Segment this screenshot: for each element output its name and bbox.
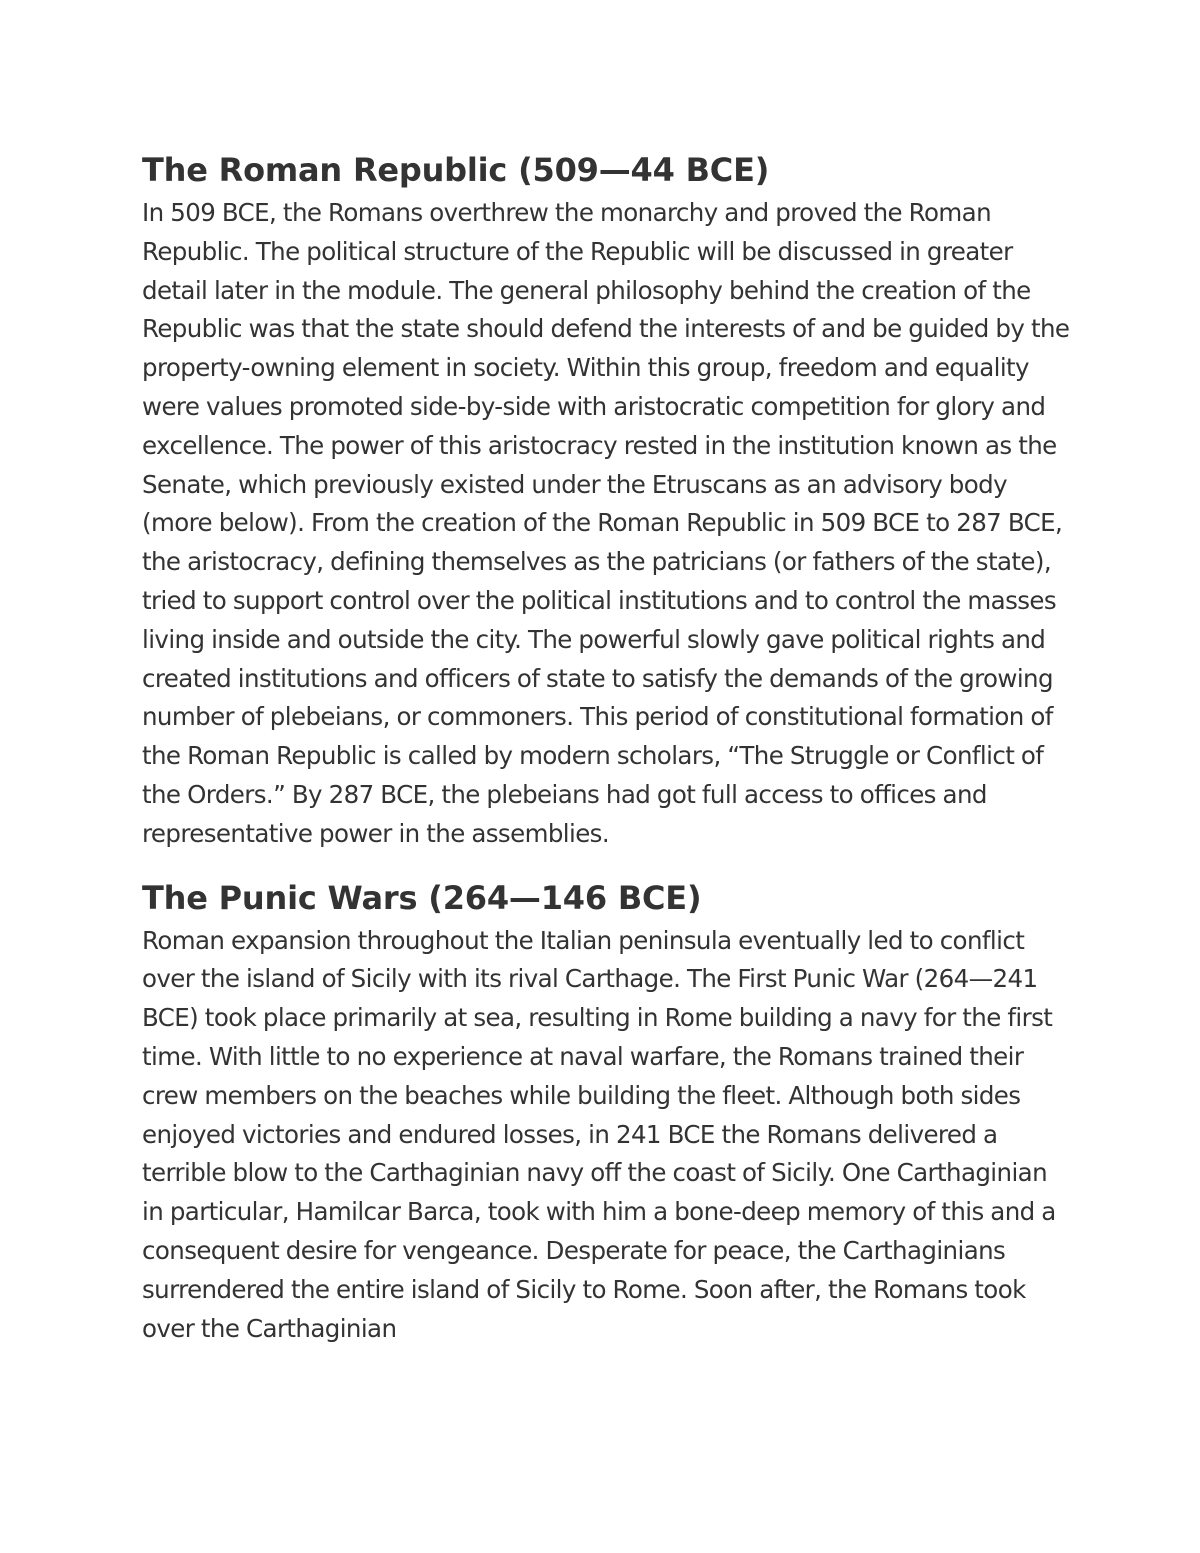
section-heading: The Punic Wars (264—146 BCE) bbox=[142, 878, 702, 917]
section-heading: The Roman Republic (509—44 BCE) bbox=[142, 151, 770, 189]
section-paragraph: In 509 BCE, the Romans overthrew the monarchy and proved the Roman Republic. The political structure of the Republic will be discussed in greater detail later in the module. The general philosophy behind the creation of the Republic was that the state should defend the interests of and be guided by the property-owning element in society. Within this group, freedom and equality were values promoted side-by-side with aristocratic competition for glory and excellence. The power of this aristocracy rested in the institution known as the Senate, which previously existed under the Etruscans as an advisory body (more below). From the creation of the Roman Republic in 509 BCE to 287 BCE, the aristocracy, defining themselves as the patricians (or fathers of the state), tried to support control over the political institutions and to control the masses living inside and outside the city. The powerful slowly gave political rights and created institutions and officers of state to satisfy the demands of the growing number of plebeians, or commoners. This period of constitutional formation of the Roman Republic is called by modern scholars, “The Struggle or Conflict of the Orders.” By 287 BCE, the plebeians had got full access to offices and representative power in the assemblies. bbox=[142, 198, 1070, 848]
section-roman-republic bbox=[142, 150, 1072, 854]
section-paragraph: Roman expansion throughout the Italian peninsula eventually led to conflict over the island of Sicily with its rival Carthage. The First Punic War (264—241 BCE) took place primarily at sea, resulting in Rome building a navy for the first time. With little to no experience at naval warfare, the Romans trained their crew members on the beaches while building the fleet. Although both sides enjoyed victories and endured losses, in 241 BCE the Romans delivered a terrible blow to the Carthaginian navy off the coast of Sicily. One Carthaginian in particular, Hamilcar Barca, took with him a bone-deep memory of this and a consequent desire for vengeance. Desperate for peace, the Carthaginians surrendered the entire island of Sicily to Rome. Soon after, the Romans took over the Carthaginian bbox=[142, 925, 1056, 1343]
document-page bbox=[142, 150, 1072, 1348]
section-punic-wars bbox=[142, 878, 1072, 1349]
